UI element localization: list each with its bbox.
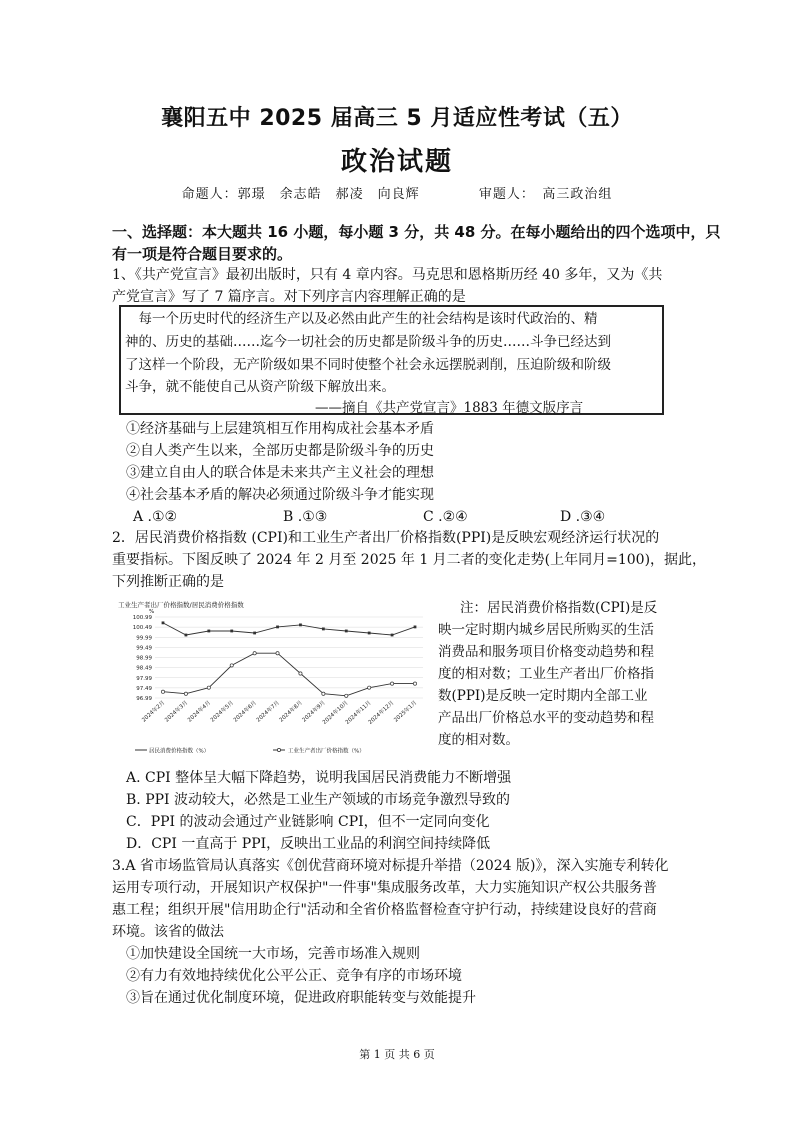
ppi-data-point [390,682,393,685]
q1-item3: ③建立自由人的联合体是未来共产主义社会的理想 [126,465,434,481]
chart-y-tick-label: 98.99 [136,655,152,662]
chart-y-tick-label: 99.49 [136,645,152,652]
ppi-data-point [230,664,233,667]
q2-option-a[interactable]: A. CPI 整体呈大幅下降趋势，说明我国居民消费能力不断增强 [126,770,512,786]
q1-stem-line2: 产党宣言》写了 7 篇序言。对下列序言内容理解正确的是 [112,289,466,305]
q2-stem-line2: 重要指标。下图反映了 2024 年 2 月至 2025 年 1 月二者的变化走势(上年同月=100)，据此， [112,552,707,568]
q1-quote-line4: 斗争，就不能使自己从资产阶级下解放出来。 [125,379,395,395]
q2-note-line7: 度的相对数。 [438,732,519,748]
chart-x-tick-label: 2024年9月 [301,700,327,724]
q2-option-b[interactable]: B. PPI 波动较大，必然是工业生产领域的市场竞争激烈导致的 [126,792,511,808]
cpi-series-line [163,623,415,635]
exam-title: 襄阳五中 2025 届高三 5 月适应性考试（五） [161,106,633,131]
legend-ppi-marker [277,748,280,751]
chart-y-tick-label: 96.99 [136,696,152,702]
chart-x-tick-label: 2024年12月 [367,700,396,726]
chart-y-tick-label: 97.99 [136,675,152,682]
ppi-data-point [368,686,371,689]
cpi-data-point [185,634,188,637]
ppi-data-point [207,686,210,689]
chart-y-tick-label: 98.49 [136,665,152,672]
cpi-data-point [230,630,233,633]
cpi-data-point [368,632,371,635]
chart-y-tick-label: 97.49 [136,685,152,692]
exam-subject: 政治试题 [340,147,453,177]
chart-x-tick-label: 2024年2月 [141,700,167,724]
q1-quote-line3: 了这样一个阶段，无产阶级如果不同时使整个社会永远摆脱剥削，压迫阶级和阶级 [125,357,611,373]
q2-option-c[interactable]: C．PPI 的波动会通过产业链影响 CPI，但不一定同向变化 [126,814,490,830]
chart-y-tick-label: 100.49 [132,625,152,632]
cpi-data-point [414,626,417,629]
chart-x-tick-label: 2024年8月 [278,700,304,724]
ppi-data-point [322,692,325,695]
ppi-data-point [345,694,348,697]
page-footer: 第 1 页 共 6 页 [359,1048,435,1061]
cpi-data-point [345,630,348,633]
cpi-data-point [162,621,165,624]
reviewers-label: 审题人： 高三政治组 [478,187,613,202]
cpi-data-point [207,630,210,633]
q3-item3: ③旨在通过优化制度环境，促进政府职能转变与效能提升 [126,990,476,1006]
q2-note-line1: 注：居民消费价格指数(CPI)是反 [460,600,658,616]
legend-ppi-label: 工业生产者出厂价格指数（%） [288,748,365,755]
chart-x-tick-label: 2024年4月 [186,700,213,724]
chart-x-tick-label: 2024年3月 [164,700,190,724]
q3-item1: ①加快建设全国统一大市场，完善市场准入规则 [126,946,420,962]
q1-item1: ①经济基础与上层建筑相互作用构成社会基本矛盾 [126,421,434,437]
cpi-data-point [299,623,302,626]
chart-y-tick-label: 100.99 [132,615,152,621]
q1-option-a[interactable]: A .①② [133,509,178,525]
section-heading-line1: 一、选择题：本大题共 16 小题，每小题 3 分，共 48 分。在每小题给出的四个选项中，只 [112,223,721,241]
q1-quote-source: ——摘自《共产党宣言》1883 年德文版序言 [315,400,584,416]
ppi-data-point [161,690,164,693]
q2-note-line2: 映一定时期内城乡居民所购买的生活 [438,622,654,638]
chart-x-tick-label: 2024年7月 [255,700,281,724]
legend-cpi-label: 居民消费价格指数（%） [149,748,210,755]
q3-stem-line1: 3.A 省市场监管局认真落实《创优营商环境对标提升举措（2024 版)》，深入实施专利转化 [112,858,669,874]
q2-note-line4: 度的相对数；工业生产者出厂价格指 [438,666,654,682]
cpi-data-point [276,626,279,629]
chart-y-tick-label: 99.99 [136,635,152,642]
q1-option-d[interactable]: D .③④ [560,509,606,525]
chart-x-tick-label: 2024年6月 [232,700,258,724]
chart-y-unit: % [149,609,155,615]
ppi-data-point [184,692,187,695]
q1-options [133,506,707,528]
q2-note-line5: 数(PPI)是反映一定时期内全部工业 [438,688,648,704]
q2-note-line3: 消费品和服务项目价格变动趋势和程 [438,644,654,660]
chart-x-tick-label: 2024年11月 [344,700,373,726]
chart-x-tick-label: 2024年10月 [321,700,350,726]
ppi-data-point [276,652,279,655]
q3-stem-line4: 环境。该省的做法 [112,924,224,940]
q1-quote-line2: 神的、历史的基础……迄今一切社会的历史都是阶级斗争的历史……斗争已经达到 [125,334,611,350]
section-heading-line2: 有一项是符合题目要求的。 [112,245,293,263]
q3-stem-line3: 惠工程；组织开展"信用助企行"活动和全省价格监督检查守护行动，持续建设良好的营商 [112,902,657,918]
authors-label: 命题人：郭璟 余志皓 郝凌 向良辉 [181,187,420,202]
q2-note-line6: 产品出厂价格总水平的变动趋势和程 [438,710,654,726]
q1-option-c[interactable]: C .②④ [423,509,468,525]
chart-x-tick-label: 2024年5月 [209,700,236,724]
q1-stem-line1: 1、《共产党宣言》最初出版时，只有 4 章内容。马克思和恩格斯历经 40 多年，又为《共 [112,267,663,283]
authors-line [0,183,794,202]
ppi-data-point [413,682,416,685]
chart-title: 工业生产者出厂价格指数/居民消费价格指数 [118,601,244,609]
cpi-data-point [253,632,256,635]
ppi-data-point [253,652,256,655]
q2-stem-line1: 2．居民消费价格指数 (CPI)和工业生产者出厂价格指数(PPI)是反映宏观经济运行状况的 [112,530,660,546]
q2-stem-line3: 下列推断正确的是 [112,574,224,590]
q2-option-d[interactable]: D．CPI 一直高于 PPI，反映出工业品的利润空间持续降低 [126,836,491,852]
q3-stem-line2: 运用专项行动，开展知识产权保护"一件事"集成服务改革，大力实施知识产权公共服务普 [112,880,657,896]
q1-item4: ④社会基本矛盾的解决必须通过阶级斗争才能实现 [126,487,434,503]
q3-item2: ②有力有效地持续优化公平公正、竞争有序的市场环境 [126,968,462,984]
cpi-data-point [391,634,394,637]
q1-item2: ②自人类产生以来，全部历史都是阶级斗争的历史 [126,443,434,459]
ppi-series-line [163,653,415,696]
q1-option-b[interactable]: B .①③ [283,509,328,525]
cpi-data-point [322,628,325,631]
q1-quote-line1: 每一个历史时代的经济生产以及必然由此产生的社会结构是该时代政治的、精 [125,311,598,327]
cpi-ppi-line-chart [113,597,428,757]
ppi-data-point [299,672,302,675]
chart-x-tick-label: 2025年1月 [393,700,419,724]
